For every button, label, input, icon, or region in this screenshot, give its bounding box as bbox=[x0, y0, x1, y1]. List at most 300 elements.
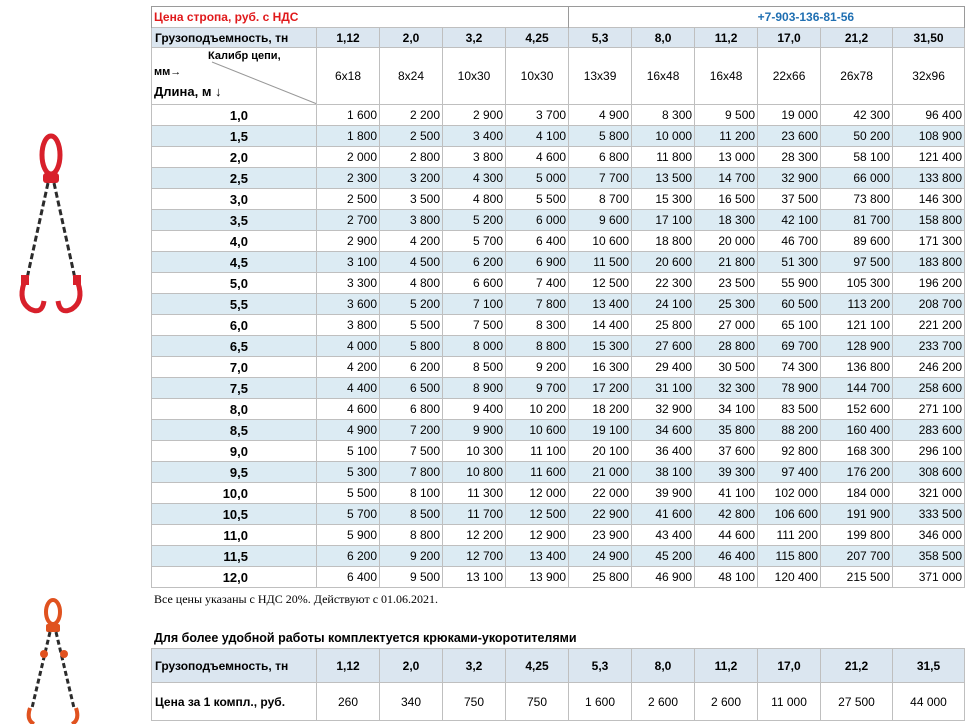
price-cell: 144 700 bbox=[821, 378, 893, 399]
hook-capacity-cell: 5,3 bbox=[569, 649, 632, 683]
price-cell: 27 600 bbox=[632, 336, 695, 357]
length-cell: 12,0 bbox=[152, 567, 317, 588]
price-cell: 10 600 bbox=[569, 231, 632, 252]
price-cell: 308 600 bbox=[893, 462, 965, 483]
price-cell: 6 800 bbox=[380, 399, 443, 420]
price-cell: 21 000 bbox=[569, 462, 632, 483]
price-cell: 66 000 bbox=[821, 168, 893, 189]
hook-capacity-cell: 21,2 bbox=[821, 649, 893, 683]
price-cell: 8 500 bbox=[380, 504, 443, 525]
price-cell: 4 900 bbox=[317, 420, 380, 441]
price-cell: 34 100 bbox=[695, 399, 758, 420]
capacity-header-cell: 1,12 bbox=[317, 28, 380, 48]
mm-label: мм→ bbox=[154, 66, 182, 78]
price-cell: 43 400 bbox=[632, 525, 695, 546]
price-cell: 11 800 bbox=[632, 147, 695, 168]
price-cell: 106 600 bbox=[758, 504, 821, 525]
price-cell: 6 600 bbox=[443, 273, 506, 294]
hook-capacity-cell: 11,2 bbox=[695, 649, 758, 683]
price-cell: 23 600 bbox=[758, 126, 821, 147]
title-row bbox=[152, 7, 965, 28]
price-cell: 55 900 bbox=[758, 273, 821, 294]
price-cell: 74 300 bbox=[758, 357, 821, 378]
price-cell: 9 200 bbox=[506, 357, 569, 378]
price-cell: 246 200 bbox=[893, 357, 965, 378]
length-cell: 6,5 bbox=[152, 336, 317, 357]
hook-price-cell: 750 bbox=[506, 683, 569, 721]
price-cell: 5 300 bbox=[317, 462, 380, 483]
price-cell: 208 700 bbox=[893, 294, 965, 315]
price-cell: 9 200 bbox=[380, 546, 443, 567]
price-cell: 6 200 bbox=[317, 546, 380, 567]
price-cell: 4 600 bbox=[317, 399, 380, 420]
price-cell: 11 200 bbox=[695, 126, 758, 147]
table-row bbox=[152, 357, 965, 378]
table-row bbox=[152, 483, 965, 504]
price-cell: 199 800 bbox=[821, 525, 893, 546]
price-cell: 102 000 bbox=[758, 483, 821, 504]
price-cell: 121 400 bbox=[893, 147, 965, 168]
caliber-header-cell: 16x48 bbox=[695, 48, 758, 105]
price-cell: 2 500 bbox=[317, 189, 380, 210]
price-cell: 7 500 bbox=[380, 441, 443, 462]
price-rows bbox=[152, 105, 965, 588]
capacity-header-cell: 31,50 bbox=[893, 28, 965, 48]
price-cell: 41 600 bbox=[632, 504, 695, 525]
length-cell: 5,0 bbox=[152, 273, 317, 294]
price-cell: 2 500 bbox=[380, 126, 443, 147]
price-cell: 96 400 bbox=[893, 105, 965, 126]
length-label: Длина, м ↓ bbox=[154, 84, 222, 99]
caliber-header-cell: 13x39 bbox=[569, 48, 632, 105]
price-cell: 5 200 bbox=[380, 294, 443, 315]
price-cell: 22 900 bbox=[569, 504, 632, 525]
hook-capacity-cell: 3,2 bbox=[443, 649, 506, 683]
hook-price-cell: 260 bbox=[317, 683, 380, 721]
price-cell: 171 300 bbox=[893, 231, 965, 252]
price-cell: 27 000 bbox=[695, 315, 758, 336]
price-cell: 8 300 bbox=[506, 315, 569, 336]
price-cell: 3 800 bbox=[380, 210, 443, 231]
price-cell: 5 500 bbox=[506, 189, 569, 210]
price-cell: 51 300 bbox=[758, 252, 821, 273]
price-cell: 13 400 bbox=[506, 546, 569, 567]
length-cell: 1,5 bbox=[152, 126, 317, 147]
price-cell: 13 500 bbox=[632, 168, 695, 189]
price-cell: 108 900 bbox=[893, 126, 965, 147]
price-cell: 7 500 bbox=[443, 315, 506, 336]
price-cell: 8 000 bbox=[443, 336, 506, 357]
price-cell: 7 400 bbox=[506, 273, 569, 294]
price-cell: 168 300 bbox=[821, 441, 893, 462]
price-cell: 11 100 bbox=[506, 441, 569, 462]
price-cell: 121 100 bbox=[821, 315, 893, 336]
price-cell: 23 500 bbox=[695, 273, 758, 294]
price-cell: 8 900 bbox=[443, 378, 506, 399]
length-cell: 9,0 bbox=[152, 441, 317, 462]
price-cell: 2 200 bbox=[380, 105, 443, 126]
price-cell: 3 500 bbox=[380, 189, 443, 210]
price-cell: 4 600 bbox=[506, 147, 569, 168]
capacity-header-cell: 8,0 bbox=[632, 28, 695, 48]
price-cell: 18 300 bbox=[695, 210, 758, 231]
price-cell: 10 600 bbox=[506, 420, 569, 441]
price-cell: 13 000 bbox=[695, 147, 758, 168]
length-cell: 10,5 bbox=[152, 504, 317, 525]
price-cell: 28 300 bbox=[758, 147, 821, 168]
price-cell: 7 200 bbox=[380, 420, 443, 441]
price-cell: 5 500 bbox=[380, 315, 443, 336]
price-cell: 2 000 bbox=[317, 147, 380, 168]
price-cell: 6 200 bbox=[380, 357, 443, 378]
length-cell: 1,0 bbox=[152, 105, 317, 126]
price-cell: 3 800 bbox=[317, 315, 380, 336]
price-cell: 10 000 bbox=[632, 126, 695, 147]
price-cell: 37 500 bbox=[758, 189, 821, 210]
caliber-header-cell: 6x18 bbox=[317, 48, 380, 105]
table-row bbox=[152, 168, 965, 189]
price-cell: 4 300 bbox=[443, 168, 506, 189]
price-cell: 25 300 bbox=[695, 294, 758, 315]
caliber-header-cell: 26x78 bbox=[821, 48, 893, 105]
price-cell: 4 400 bbox=[317, 378, 380, 399]
price-cell: 9 500 bbox=[695, 105, 758, 126]
price-cell: 88 200 bbox=[758, 420, 821, 441]
length-cell: 8,5 bbox=[152, 420, 317, 441]
length-cell: 5,5 bbox=[152, 294, 317, 315]
price-cell: 11 700 bbox=[443, 504, 506, 525]
hook-capacity-row bbox=[152, 649, 965, 683]
price-cell: 8 300 bbox=[632, 105, 695, 126]
price-cell: 83 500 bbox=[758, 399, 821, 420]
length-cell: 11,5 bbox=[152, 546, 317, 567]
price-cell: 16 300 bbox=[569, 357, 632, 378]
hook-price-cell: 11 000 bbox=[758, 683, 821, 721]
capacity-header-cell: 5,3 bbox=[569, 28, 632, 48]
table-row bbox=[152, 315, 965, 336]
capacity-header-cell: 2,0 bbox=[380, 28, 443, 48]
price-cell: 97 500 bbox=[821, 252, 893, 273]
price-cell: 5 700 bbox=[317, 504, 380, 525]
price-cell: 19 000 bbox=[758, 105, 821, 126]
table-row bbox=[152, 231, 965, 252]
hook-capacity-cell: 4,25 bbox=[506, 649, 569, 683]
price-cell: 2 700 bbox=[317, 210, 380, 231]
price-cell: 4 900 bbox=[569, 105, 632, 126]
price-cell: 5 900 bbox=[317, 525, 380, 546]
hook-price-cell: 340 bbox=[380, 683, 443, 721]
price-cell: 120 400 bbox=[758, 567, 821, 588]
price-cell: 73 800 bbox=[821, 189, 893, 210]
price-cell: 296 100 bbox=[893, 441, 965, 462]
price-cell: 2 300 bbox=[317, 168, 380, 189]
price-cell: 158 800 bbox=[893, 210, 965, 231]
price-cell: 39 900 bbox=[632, 483, 695, 504]
hook-price-cell: 1 600 bbox=[569, 683, 632, 721]
price-cell: 196 200 bbox=[893, 273, 965, 294]
hooks-heading: Для более удобной работы комплектуется крюками-укоротителями bbox=[154, 631, 577, 645]
price-cell: 346 000 bbox=[893, 525, 965, 546]
hook-price-row bbox=[152, 683, 965, 721]
price-cell: 12 500 bbox=[569, 273, 632, 294]
price-cell: 16 500 bbox=[695, 189, 758, 210]
price-cell: 105 300 bbox=[821, 273, 893, 294]
length-cell: 7,0 bbox=[152, 357, 317, 378]
price-cell: 207 700 bbox=[821, 546, 893, 567]
price-cell: 29 400 bbox=[632, 357, 695, 378]
caliber-header-cell: 8x24 bbox=[380, 48, 443, 105]
price-cell: 38 100 bbox=[632, 462, 695, 483]
table-row bbox=[152, 441, 965, 462]
price-cell: 3 300 bbox=[317, 273, 380, 294]
two-leg-chain-sling-image bbox=[12, 133, 90, 321]
hook-price-cell: 750 bbox=[443, 683, 506, 721]
price-cell: 160 400 bbox=[821, 420, 893, 441]
length-cell: 4,5 bbox=[152, 252, 317, 273]
hook-price-cell: 2 600 bbox=[632, 683, 695, 721]
caliber-header-cell: 22x66 bbox=[758, 48, 821, 105]
table-row bbox=[152, 504, 965, 525]
price-cell: 97 400 bbox=[758, 462, 821, 483]
price-cell: 92 800 bbox=[758, 441, 821, 462]
caliber-header-cell: 32x96 bbox=[893, 48, 965, 105]
price-cell: 20 000 bbox=[695, 231, 758, 252]
price-cell: 4 800 bbox=[443, 189, 506, 210]
price-cell: 6 400 bbox=[317, 567, 380, 588]
price-cell: 32 300 bbox=[695, 378, 758, 399]
length-cell: 2,0 bbox=[152, 147, 317, 168]
table-row bbox=[152, 546, 965, 567]
price-cell: 128 900 bbox=[821, 336, 893, 357]
capacity-header-cell: 17,0 bbox=[758, 28, 821, 48]
price-cell: 11 600 bbox=[506, 462, 569, 483]
price-cell: 6 900 bbox=[506, 252, 569, 273]
length-cell: 8,0 bbox=[152, 399, 317, 420]
price-cell: 5 800 bbox=[380, 336, 443, 357]
price-cell: 13 400 bbox=[569, 294, 632, 315]
price-cell: 81 700 bbox=[821, 210, 893, 231]
price-cell: 37 600 bbox=[695, 441, 758, 462]
price-cell: 258 600 bbox=[893, 378, 965, 399]
price-cell: 42 800 bbox=[695, 504, 758, 525]
price-cell: 46 400 bbox=[695, 546, 758, 567]
caliber-header-cell: 10x30 bbox=[443, 48, 506, 105]
price-cell: 42 100 bbox=[758, 210, 821, 231]
price-cell: 115 800 bbox=[758, 546, 821, 567]
price-cell: 41 100 bbox=[695, 483, 758, 504]
length-cell: 7,5 bbox=[152, 378, 317, 399]
price-cell: 31 100 bbox=[632, 378, 695, 399]
hook-price-cell: 2 600 bbox=[695, 683, 758, 721]
price-cell: 20 100 bbox=[569, 441, 632, 462]
price-cell: 215 500 bbox=[821, 567, 893, 588]
price-cell: 4 200 bbox=[317, 357, 380, 378]
length-cell: 11,0 bbox=[152, 525, 317, 546]
price-cell: 371 000 bbox=[893, 567, 965, 588]
price-cell: 17 200 bbox=[569, 378, 632, 399]
price-cell: 35 800 bbox=[695, 420, 758, 441]
length-cell: 10,0 bbox=[152, 483, 317, 504]
phone-number: +7-903-136-81-56 bbox=[569, 7, 965, 28]
price-cell: 13 100 bbox=[443, 567, 506, 588]
table-row bbox=[152, 462, 965, 483]
price-cell: 42 300 bbox=[821, 105, 893, 126]
price-cell: 89 600 bbox=[821, 231, 893, 252]
price-cell: 13 900 bbox=[506, 567, 569, 588]
price-cell: 8 800 bbox=[380, 525, 443, 546]
sling-with-shortener-hooks-image bbox=[18, 598, 88, 724]
capacity-header-row bbox=[152, 28, 965, 48]
table-title: Цена стропа, руб. с НДС bbox=[152, 7, 569, 28]
length-cell: 2,5 bbox=[152, 168, 317, 189]
price-cell: 4 800 bbox=[380, 273, 443, 294]
price-cell: 14 700 bbox=[695, 168, 758, 189]
sling-price-table bbox=[151, 6, 965, 588]
price-cell: 50 200 bbox=[821, 126, 893, 147]
price-cell: 7 800 bbox=[506, 294, 569, 315]
capacity-header-cell: 4,25 bbox=[506, 28, 569, 48]
table-row bbox=[152, 126, 965, 147]
price-cell: 5 500 bbox=[317, 483, 380, 504]
price-cell: 2 900 bbox=[317, 231, 380, 252]
table-row bbox=[152, 147, 965, 168]
hook-capacity-cell: 31,5 bbox=[893, 649, 965, 683]
price-cell: 18 800 bbox=[632, 231, 695, 252]
price-cell: 32 900 bbox=[758, 168, 821, 189]
price-cell: 45 200 bbox=[632, 546, 695, 567]
price-cell: 15 300 bbox=[632, 189, 695, 210]
price-cell: 69 700 bbox=[758, 336, 821, 357]
price-cell: 233 700 bbox=[893, 336, 965, 357]
price-cell: 7 100 bbox=[443, 294, 506, 315]
length-cell: 6,0 bbox=[152, 315, 317, 336]
price-cell: 146 300 bbox=[893, 189, 965, 210]
price-cell: 152 600 bbox=[821, 399, 893, 420]
price-cell: 12 900 bbox=[506, 525, 569, 546]
price-cell: 48 100 bbox=[695, 567, 758, 588]
price-cell: 4 000 bbox=[317, 336, 380, 357]
price-cell: 9 900 bbox=[443, 420, 506, 441]
price-cell: 111 200 bbox=[758, 525, 821, 546]
price-cell: 9 400 bbox=[443, 399, 506, 420]
hook-price-cell: 27 500 bbox=[821, 683, 893, 721]
price-cell: 58 100 bbox=[821, 147, 893, 168]
table-row bbox=[152, 105, 965, 126]
hook-capacity-cell: 8,0 bbox=[632, 649, 695, 683]
price-cell: 34 600 bbox=[632, 420, 695, 441]
price-cell: 20 600 bbox=[632, 252, 695, 273]
price-cell: 17 100 bbox=[632, 210, 695, 231]
price-cell: 4 500 bbox=[380, 252, 443, 273]
price-cell: 2 900 bbox=[443, 105, 506, 126]
price-cell: 25 800 bbox=[632, 315, 695, 336]
caliber-header-cell: 10x30 bbox=[506, 48, 569, 105]
price-cell: 9 500 bbox=[380, 567, 443, 588]
price-cell: 12 500 bbox=[506, 504, 569, 525]
price-cell: 14 400 bbox=[569, 315, 632, 336]
diagonal-header-cell bbox=[152, 48, 317, 105]
price-cell: 113 200 bbox=[821, 294, 893, 315]
price-cell: 23 900 bbox=[569, 525, 632, 546]
length-cell: 3,0 bbox=[152, 189, 317, 210]
price-cell: 21 800 bbox=[695, 252, 758, 273]
table-row bbox=[152, 294, 965, 315]
price-cell: 32 900 bbox=[632, 399, 695, 420]
price-cell: 12 000 bbox=[506, 483, 569, 504]
price-cell: 44 600 bbox=[695, 525, 758, 546]
price-cell: 5 700 bbox=[443, 231, 506, 252]
price-cell: 191 900 bbox=[821, 504, 893, 525]
price-cell: 4 100 bbox=[506, 126, 569, 147]
price-cell: 321 000 bbox=[893, 483, 965, 504]
length-cell: 9,5 bbox=[152, 462, 317, 483]
price-cell: 176 200 bbox=[821, 462, 893, 483]
table-row bbox=[152, 399, 965, 420]
price-cell: 10 300 bbox=[443, 441, 506, 462]
price-cell: 183 800 bbox=[893, 252, 965, 273]
price-cell: 3 200 bbox=[380, 168, 443, 189]
table-row bbox=[152, 210, 965, 231]
length-cell: 4,0 bbox=[152, 231, 317, 252]
price-cell: 46 700 bbox=[758, 231, 821, 252]
price-cell: 9 700 bbox=[506, 378, 569, 399]
price-cell: 60 500 bbox=[758, 294, 821, 315]
table-row bbox=[152, 420, 965, 441]
hook-price-label: Цена за 1 компл., руб. bbox=[152, 683, 317, 721]
price-cell: 8 500 bbox=[443, 357, 506, 378]
price-cell: 24 100 bbox=[632, 294, 695, 315]
price-cell: 36 400 bbox=[632, 441, 695, 462]
price-cell: 3 600 bbox=[317, 294, 380, 315]
capacity-header-cell: 11,2 bbox=[695, 28, 758, 48]
table-row bbox=[152, 273, 965, 294]
capacity-header-cell: 21,2 bbox=[821, 28, 893, 48]
capacity-header-cell: 3,2 bbox=[443, 28, 506, 48]
price-cell: 136 800 bbox=[821, 357, 893, 378]
price-cell: 3 400 bbox=[443, 126, 506, 147]
hook-capacity-cell: 17,0 bbox=[758, 649, 821, 683]
price-cell: 133 800 bbox=[893, 168, 965, 189]
caliber-label: Калибр цепи, bbox=[208, 50, 281, 62]
price-cell: 10 200 bbox=[506, 399, 569, 420]
price-cell: 271 100 bbox=[893, 399, 965, 420]
caliber-header-cell: 16x48 bbox=[632, 48, 695, 105]
price-cell: 6 400 bbox=[506, 231, 569, 252]
shortener-hook-price-table bbox=[151, 648, 965, 721]
price-cell: 8 100 bbox=[380, 483, 443, 504]
price-cell: 3 100 bbox=[317, 252, 380, 273]
price-cell: 8 700 bbox=[569, 189, 632, 210]
price-cell: 65 100 bbox=[758, 315, 821, 336]
price-cell: 6 800 bbox=[569, 147, 632, 168]
hook-capacity-cell: 1,12 bbox=[317, 649, 380, 683]
price-cell: 333 500 bbox=[893, 504, 965, 525]
price-cell: 30 500 bbox=[695, 357, 758, 378]
price-cell: 283 600 bbox=[893, 420, 965, 441]
price-cell: 5 800 bbox=[569, 126, 632, 147]
price-cell: 3 700 bbox=[506, 105, 569, 126]
price-cell: 221 200 bbox=[893, 315, 965, 336]
price-cell: 15 300 bbox=[569, 336, 632, 357]
table-row bbox=[152, 252, 965, 273]
price-cell: 5 100 bbox=[317, 441, 380, 462]
price-cell: 25 800 bbox=[569, 567, 632, 588]
price-cell: 7 700 bbox=[569, 168, 632, 189]
price-cell: 46 900 bbox=[632, 567, 695, 588]
price-cell: 12 700 bbox=[443, 546, 506, 567]
price-cell: 12 200 bbox=[443, 525, 506, 546]
price-cell: 8 800 bbox=[506, 336, 569, 357]
